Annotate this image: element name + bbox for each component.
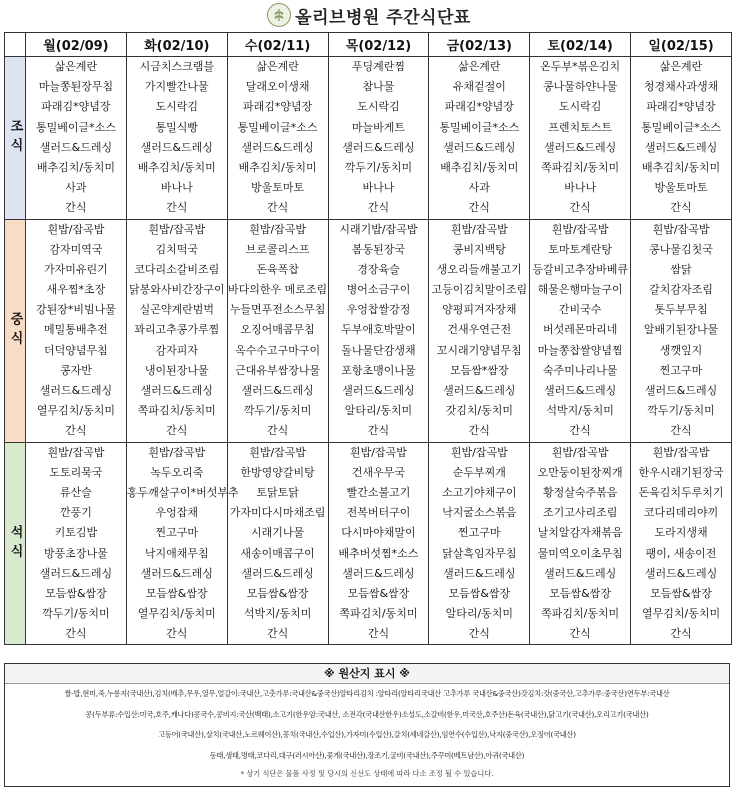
menu-item: 샐러드&드레싱 [443,566,516,580]
menu-item: 꼬시래기양념무침 [436,343,522,357]
menu-item: 간식 [166,627,188,641]
meal-label: 조식 [5,57,26,220]
page-header [0,0,738,30]
menu-item: 간비국수 [558,303,602,317]
day-menu-cell [631,57,732,220]
menu-item: 파래김*양념장 [242,100,313,114]
menu-item: 병어소금구이 [346,283,411,297]
menu-item: 간식 [65,201,87,215]
menu-item: 열무김치/동치미 [641,607,721,621]
menu-item: 코다리데리야끼 [643,506,719,520]
menu-item: 샐러드&드레싱 [443,384,516,397]
menu-item: 유채겉절이 [452,80,506,94]
day-menu-cell [126,57,227,220]
menu-item: 간식 [65,424,87,438]
menu-item: 흰밥/잡곡밥 [249,445,307,459]
menu-item: 근대유부쌈장나물 [235,363,321,377]
day-menu-cell [429,219,530,442]
menu-item: 냉이된장나물 [144,363,209,377]
menu-item: 숙주미나리나물 [542,363,618,377]
menu-item: 시래기나물 [251,526,305,540]
menu-item: 건새우연근전 [447,323,512,337]
menu-item: 낙지굴소스볶음 [442,506,517,520]
menu-item: 돈육폭찹 [256,262,299,276]
menu-item: 감자미역국 [49,242,103,256]
menu-item: 간식 [670,627,692,641]
menu-item: 간식 [468,201,490,215]
day-menu-cell [328,442,429,645]
menu-item: 샐러드&드레싱 [644,566,718,580]
origin-line: 동태,생태,명태,코다리,대구(러시아산),꽃게(국내산),장조기,굴비(국내산),주꾸미(베트남산),아귀(국내산) [209,750,525,760]
menu-item: 샐러드&드레싱 [644,384,718,397]
menu-item: 바나나 [362,181,395,195]
menu-item: 가자미유린기 [44,262,108,276]
menu-item: 코다리소갈비조림 [134,262,220,276]
day-menu-cell [631,442,732,645]
menu-item: 누들면푸전소스무침 [229,303,326,317]
menu-item: 양평피겨자장채 [442,303,517,317]
menu-item: 모듬쌈&쌈장 [145,586,208,600]
menu-item: 흰밥/잡곡밥 [551,445,609,459]
menu-item: 가지빨간나물 [144,80,209,94]
menu-item: 샐러드&드레싱 [241,384,314,397]
menu-item: 석박지/동치미 [546,404,614,418]
menu-item: 가자미다시마채조림 [229,506,326,520]
menu-item: 샐러드&드레싱 [241,140,314,154]
menu-item: 오만둥이된장찌개 [537,465,623,479]
menu-item: 흰밥/잡곡밥 [148,222,206,236]
day-menu-cell [126,219,227,442]
day-header: 금(02/13) [429,33,530,57]
origin-line: 콩(두부류:수입산:미국,호주,캐나다)콩국수,콩비지:국산(백태),소고기(한우암:국내산, 소전각(국내산한우)소설도,소갈비(한우,미국산,호주산)돈육(국내산),닭고기(국내산),오리고기(국내산) [85,709,649,719]
menu-item: 통밀베이글*소스 [439,120,520,134]
day-menu-cell [227,57,328,220]
menu-item: 낙지애채무침 [144,546,209,560]
origin-section [4,663,730,787]
menu-item: 삶은계란 [54,60,98,73]
menu-item: 삶은계란 [458,60,501,73]
day-menu-cell [631,219,732,442]
menu-item: 건새우무국 [351,465,406,479]
menu-item: 전복버터구이 [346,506,411,520]
menu-item: 메밀통배추전 [44,323,108,337]
menu-item: 간식 [569,424,591,438]
olive-leaf-logo-icon [267,3,291,27]
menu-item: 다시마야채말이 [341,526,416,540]
menu-item: 감자피자 [155,343,199,357]
menu-item: 순두부찌개 [452,465,506,479]
menu-item: 두부애호박말이 [341,323,416,337]
menu-item: 날치알감자채볶음 [537,526,623,540]
menu-item: 샐러드&드레싱 [39,384,113,397]
menu-item: 생오리들깨불고기 [436,262,522,276]
menu-item: 열무김치/동치미 [137,607,216,621]
day-menu-cell [328,219,429,442]
menu-item: 모듬쌈&쌈장 [448,586,511,600]
menu-item: 샐러드&드레싱 [140,566,213,580]
menu-item: 콩자반 [59,363,92,377]
weekly-menu-table [4,32,732,645]
page-title: 올리브병원 주간식단표 [295,7,471,28]
menu-item: 파래김*양념장 [646,100,716,114]
menu-item: 간식 [569,627,591,641]
menu-item: 깍두기/동치미 [647,404,715,418]
menu-notice: * 상기 식단은 물품 사정 및 당시의 신선도 상태에 따라 다소 조정 될 수 있습니다. [240,769,494,778]
menu-item: 팽이, 새송이전 [645,546,717,560]
menu-item: 모듬쌈&쌈장 [347,586,410,600]
menu-item: 브로콜리스프 [245,242,310,256]
menu-item: 배추김치/동치미 [137,160,216,174]
menu-item: 키토김밥 [54,526,98,540]
menu-item: 마늘쫑된장무침 [38,80,114,94]
menu-item: 간식 [65,627,87,641]
menu-item: 바다의한우 메로조림 [228,283,328,297]
menu-item: 배추김치/동치미 [440,160,519,174]
menu-item: 배추김치/동치미 [641,160,721,174]
menu-item: 샐러드&드레싱 [140,140,213,154]
menu-item: 찐고구마 [155,526,199,540]
day-menu-cell [429,57,530,220]
menu-item: 포항초맹이나물 [341,363,416,377]
menu-item: 도시락김 [357,100,400,114]
menu-item: 황정살숙주볶음 [542,485,618,499]
menu-item: 도토리묵국 [49,465,103,479]
menu-item: 쪽파김치/동치미 [137,404,216,418]
menu-item: 류산슬 [59,485,92,499]
menu-item: 해물은행마늘구이 [537,283,623,297]
menu-item: 삶은계란 [256,60,299,73]
menu-item: 흰밥/잡곡밥 [652,222,710,236]
menu-item: 갈치감자조림 [649,283,713,297]
menu-item: 모듬쌈&쌈장 [549,586,611,600]
menu-item: 간식 [670,424,692,438]
day-menu-cell [530,219,631,442]
meal-row [5,442,732,645]
menu-item: 찐고구마 [458,526,501,540]
menu-item: 방울토마토 [654,181,708,195]
day-header: 목(02/12) [328,33,429,57]
menu-item: 깍두기/동치미 [344,160,413,174]
menu-item: 홍두깨살구이*버섯부추 [126,485,239,499]
menu-item: 사과 [468,181,490,195]
menu-item: 갓김치/동치미 [445,404,514,418]
menu-item: 한방영양갈비탕 [240,465,315,479]
menu-item: 닭살흑임자무침 [442,546,517,560]
menu-item: 쪽파김치/동치미 [541,160,620,174]
menu-item: 고등이김치말이조림 [431,283,528,297]
menu-item: 흰밥/잡곡밥 [350,445,407,459]
menu-item: 옥수수고구마구이 [235,343,321,357]
menu-item: 돌나물단감생채 [341,343,416,357]
menu-item: 꽈리고추콩가루찜 [134,323,220,337]
menu-item: 모듬쌈&쌈장 [650,586,712,600]
menu-item: 샐러드&드레싱 [543,140,617,154]
menu-item: 모듬쌈&쌈장 [246,586,309,600]
origin-line: 고등어(국내산),살치(국내산,노르웨이산),꽁치(국내산,수입산),가자미(수입산),갈치(세네갈산),임연수(수입산),낙지(중국산),오징어(국내산) [158,730,576,739]
menu-item: 간식 [166,424,188,438]
day-header: 수(02/11) [227,33,328,57]
menu-item: 통밀식빵 [155,120,199,134]
menu-item: 도시락김 [558,100,602,114]
menu-item: 샐러드&드레싱 [39,566,113,580]
menu-item: 오징어매콤무침 [240,323,315,337]
menu-item: 배추버섯찜*소스 [338,546,419,560]
menu-item: 간식 [670,201,692,215]
day-menu-cell [429,442,530,645]
menu-item: 도라지생채 [654,526,708,540]
menu-item: 봄동된장국 [351,242,406,256]
day-header-row [5,33,732,57]
menu-item: 흰밥/잡곡밥 [652,445,710,459]
day-header: 토(02/14) [530,33,631,57]
menu-item: 우엉잡채 [155,506,199,520]
day-header: 월(02/09) [26,33,127,57]
menu-item: 삶은계란 [659,60,703,73]
menu-item: 샐러드&드레싱 [543,384,617,397]
origin-title: ※ 원산지 표시 ※ [5,664,729,684]
menu-item: 사과 [65,181,87,195]
menu-item: 달래오이생채 [245,80,310,94]
meal-row [5,219,732,442]
menu-item: 흰밥/잡곡밥 [148,445,206,459]
menu-item: 파래김*양념장 [41,100,111,114]
menu-item: 마늘바게트 [351,120,406,134]
menu-item: 샐러드&드레싱 [140,384,213,397]
menu-item: 쪽파김치/동치미 [339,607,418,621]
menu-item: 배추김치/동치미 [238,160,317,174]
menu-item: 샐러드&드레싱 [39,140,113,154]
meal-row [5,57,732,220]
menu-item: 경장육슬 [357,262,400,276]
menu-item: 쪽파김치/동치미 [541,607,620,621]
menu-item: 빨간소불고기 [346,485,411,499]
menu-item: 열무김치/동치미 [36,404,115,418]
menu-item: 샐러드&드레싱 [342,140,415,154]
menu-item: 간식 [166,201,188,215]
menu-item: 소고기야채구이 [442,485,517,499]
menu-item: 도시락김 [155,100,199,114]
day-menu-cell [530,57,631,220]
menu-item: 간식 [468,424,490,438]
menu-item: 흰밥/잡곡밥 [249,222,307,236]
menu-item: 콩나물하얀나물 [542,80,618,94]
menu-item: 실곤약계란범벅 [139,303,214,317]
menu-item: 샐러드&드레싱 [342,384,415,397]
menu-item: 방울토마토 [251,181,305,195]
menu-item: 녹두오리죽 [150,465,204,479]
menu-item: 간식 [569,201,591,215]
menu-item: 통밀베이글*소스 [237,120,318,134]
day-menu-cell [26,57,127,220]
meal-label: 중식 [5,219,26,442]
menu-item: 버섯레몬마리네 [542,323,618,337]
menu-item: 간식 [266,201,289,215]
menu-item: 바나나 [564,181,597,195]
menu-item: 간식 [367,201,390,215]
menu-item: 시금치스크램블 [139,60,214,73]
menu-item: 방풍초장나물 [44,546,108,560]
menu-item: 알타리/동치미 [445,607,514,621]
menu-item: 조기고사리조림 [542,506,618,520]
menu-item: 물미역오이초무침 [537,546,623,560]
menu-item: 간식 [367,424,390,438]
day-header: 일(02/15) [631,33,732,57]
menu-item: 새우찜*초장 [46,283,106,297]
menu-item: 생깻잎지 [659,343,703,357]
menu-item: 깐풍기 [59,506,92,520]
menu-item: 깍두기/동치미 [243,404,312,418]
day-header: 화(02/10) [126,33,227,57]
menu-item: 새송이매콤구이 [240,546,315,560]
menu-item: 알타리/동치미 [344,404,413,418]
menu-item: 푸딩계란찜 [351,60,406,73]
menu-item: 콩나물김칫국 [649,242,713,256]
menu-item: 콩비지백탕 [452,242,506,256]
menu-item: 바나나 [160,181,193,195]
menu-item: 강된장*비빔나물 [35,303,116,317]
menu-item: 우엉찹쌀강정 [346,303,411,317]
menu-item: 흰밥/잡곡밥 [551,222,609,236]
day-menu-cell [126,442,239,645]
menu-item: 알배기된장나물 [643,323,719,337]
menu-item: 토마토계란탕 [548,242,613,256]
menu-item: 파래김*양념장 [444,100,514,114]
origin-line: 쌀-밥,현미,죽,누룽지(국내산),김치(배추,무우,열무,얼갈이:국내산,고춧가루:국내산&중국산)알타리김치 :알타리(알타리국내산 고추가루 국내산&중국산)갓김치:갓(중국산,고추가루:중국산)연두부:국내산 [64,689,670,698]
menu-item: 흰밥/잡곡밥 [47,222,105,236]
menu-item: 샐러드&드레싱 [443,140,516,154]
menu-item: 닭봉와사비간장구이 [128,283,225,297]
menu-item: 간식 [468,627,490,641]
menu-item: 샐러드&드레싱 [543,566,617,580]
menu-item: 참나물 [362,80,395,94]
menu-item: 모듬쌈&쌈장 [45,586,107,600]
day-menu-cell [227,442,328,645]
menu-item: 흰밥/잡곡밥 [450,222,508,236]
menu-item: 흰밥/잡곡밥 [47,445,105,459]
menu-item: 샐러드&드레싱 [342,566,415,580]
menu-item: 샐러드&드레싱 [644,140,718,154]
menu-item: 간식 [367,627,390,641]
day-menu-cell [26,219,127,442]
menu-item: 찐고구마 [659,363,703,377]
day-menu-cell [530,442,631,645]
menu-item: 톳두부무침 [654,303,708,317]
menu-item: 토닭토닭 [256,485,299,499]
menu-item: 간식 [266,424,289,438]
corner-cell [5,33,26,57]
menu-item: 더덕양념무침 [44,343,108,357]
menu-item: 돈육김치두루치기 [638,485,724,499]
menu-item: 프렌치토스트 [548,120,613,134]
menu-item: 샐러드&드레싱 [241,566,314,580]
menu-item: 등갈비고추장바베큐 [532,262,628,276]
menu-item: 쌈닭 [670,262,692,276]
menu-item: 한우시래기된장국 [638,465,724,479]
menu-item: 통밀베이글*소스 [35,120,116,134]
menu-item: 통밀베이글*소스 [641,120,721,134]
menu-item: 시래기밥/잡곡밥 [339,222,418,236]
menu-item: 간식 [266,627,289,641]
menu-item: 김치떡국 [155,242,199,256]
day-menu-cell [227,219,328,442]
menu-item: 깍두기/동치미 [42,607,110,621]
menu-item: 배추김치/동치미 [36,160,115,174]
meal-label: 석식 [5,442,26,645]
menu-item: 온두부*볶은김치 [540,60,621,73]
menu-item: 흰밥/잡곡밥 [450,445,508,459]
menu-item: 마늘쫑찹쌀양념찜 [537,343,623,357]
menu-item: 청경채사과생채 [643,80,719,94]
menu-item: 석박지/동치미 [243,607,312,621]
day-menu-cell [26,442,127,645]
day-menu-cell [328,57,429,220]
menu-item: 모듬쌈*쌈장 [449,363,509,377]
